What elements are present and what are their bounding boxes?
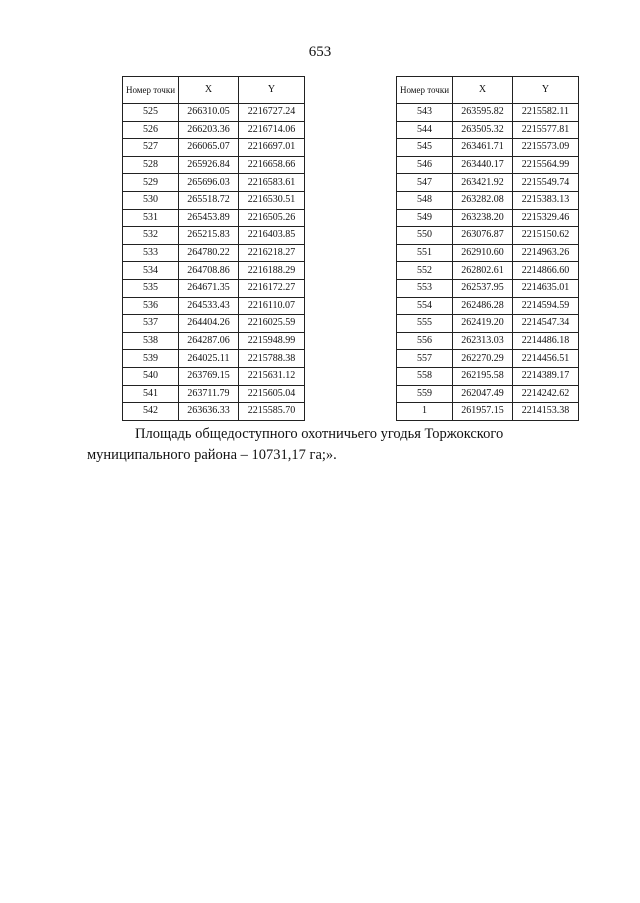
x-cell: 263421.92 — [453, 174, 513, 192]
x-cell: 262047.49 — [453, 385, 513, 403]
table-row — [123, 279, 305, 297]
table-row — [397, 315, 579, 333]
point-number-cell: 549 — [397, 209, 453, 227]
y-cell: 2216505.26 — [239, 209, 305, 227]
x-cell: 265696.03 — [179, 174, 239, 192]
x-cell: 263636.33 — [179, 403, 239, 421]
point-number-cell: 550 — [397, 227, 453, 245]
point-number-cell: 546 — [397, 156, 453, 174]
x-cell: 265926.84 — [179, 156, 239, 174]
table-row — [123, 209, 305, 227]
x-cell: 263282.08 — [453, 191, 513, 209]
x-cell: 263505.32 — [453, 121, 513, 139]
y-cell: 2215564.99 — [513, 156, 579, 174]
point-number-cell: 559 — [397, 385, 453, 403]
table-row — [397, 244, 579, 262]
header-x: X — [453, 77, 513, 104]
x-cell: 264287.06 — [179, 332, 239, 350]
point-number-cell: 526 — [123, 121, 179, 139]
table-row — [123, 121, 305, 139]
y-cell: 2214547.34 — [513, 315, 579, 333]
y-cell: 2214153.38 — [513, 403, 579, 421]
header-x: X — [179, 77, 239, 104]
table-row — [123, 191, 305, 209]
table-row — [397, 279, 579, 297]
table-row — [123, 104, 305, 122]
x-cell: 264025.11 — [179, 350, 239, 368]
x-cell: 264780.22 — [179, 244, 239, 262]
x-cell: 262313.03 — [453, 332, 513, 350]
table-row — [123, 139, 305, 157]
table-header-row — [397, 77, 579, 104]
point-number-cell: 540 — [123, 367, 179, 385]
y-cell: 2216530.51 — [239, 191, 305, 209]
table-row — [123, 332, 305, 350]
point-number-cell: 539 — [123, 350, 179, 368]
point-number-cell: 551 — [397, 244, 453, 262]
y-cell: 2214456.51 — [513, 350, 579, 368]
table-row — [123, 227, 305, 245]
point-number-cell: 537 — [123, 315, 179, 333]
y-cell: 2214866.60 — [513, 262, 579, 280]
page-number: 653 — [308, 44, 332, 60]
y-cell: 2215788.38 — [239, 350, 305, 368]
point-number-cell: 534 — [123, 262, 179, 280]
y-cell: 2215605.04 — [239, 385, 305, 403]
y-cell: 2215383.13 — [513, 191, 579, 209]
point-number-cell: 541 — [123, 385, 179, 403]
header-point-number — [397, 77, 453, 104]
table-row — [397, 139, 579, 157]
point-number-cell: 554 — [397, 297, 453, 315]
header-point-number-label: Номер точки — [399, 84, 450, 95]
table-row — [123, 174, 305, 192]
point-number-cell: 553 — [397, 279, 453, 297]
table-row — [397, 121, 579, 139]
point-number-cell: 552 — [397, 262, 453, 280]
table-row — [397, 385, 579, 403]
y-cell: 2216172.27 — [239, 279, 305, 297]
x-cell: 263461.71 — [453, 139, 513, 157]
point-number-cell: 525 — [123, 104, 179, 122]
x-cell: 263076.87 — [453, 227, 513, 245]
table-row — [123, 403, 305, 421]
table-row — [123, 367, 305, 385]
point-number-cell: 558 — [397, 367, 453, 385]
x-cell: 262195.58 — [453, 367, 513, 385]
y-cell: 2215631.12 — [239, 367, 305, 385]
table-row — [397, 350, 579, 368]
x-cell: 261957.15 — [453, 403, 513, 421]
y-cell: 2216658.66 — [239, 156, 305, 174]
table-row — [123, 297, 305, 315]
y-cell: 2216697.01 — [239, 139, 305, 157]
y-cell: 2216714.06 — [239, 121, 305, 139]
header-point-number-label: Номер точки — [125, 84, 176, 95]
table-row — [397, 209, 579, 227]
point-number-cell: 1 — [397, 403, 453, 421]
point-number-cell: 529 — [123, 174, 179, 192]
table-row — [397, 403, 579, 421]
x-cell: 266203.36 — [179, 121, 239, 139]
x-cell: 265518.72 — [179, 191, 239, 209]
header-point-number — [123, 77, 179, 104]
coordinates-table-right — [396, 76, 579, 421]
table-row — [397, 156, 579, 174]
point-number-cell: 528 — [123, 156, 179, 174]
point-number-cell: 535 — [123, 279, 179, 297]
x-cell: 266310.05 — [179, 104, 239, 122]
table-row — [397, 174, 579, 192]
x-cell: 263595.82 — [453, 104, 513, 122]
y-cell: 2214594.59 — [513, 297, 579, 315]
point-number-cell: 538 — [123, 332, 179, 350]
table-row — [397, 332, 579, 350]
y-cell: 2215549.74 — [513, 174, 579, 192]
x-cell: 263711.79 — [179, 385, 239, 403]
y-cell: 2216583.61 — [239, 174, 305, 192]
table-row — [123, 350, 305, 368]
header-y: Y — [239, 77, 305, 104]
point-number-cell: 532 — [123, 227, 179, 245]
table-body-right — [397, 104, 579, 421]
x-cell: 265453.89 — [179, 209, 239, 227]
x-cell: 264533.43 — [179, 297, 239, 315]
point-number-cell: 555 — [397, 315, 453, 333]
point-number-cell: 527 — [123, 139, 179, 157]
area-statement-line-1: Площадь общедоступного охотничьего угодья Торжокского — [135, 426, 504, 442]
table-row — [397, 297, 579, 315]
y-cell: 2215573.09 — [513, 139, 579, 157]
y-cell: 2215577.81 — [513, 121, 579, 139]
table-row — [397, 262, 579, 280]
y-cell: 2215585.70 — [239, 403, 305, 421]
x-cell: 264671.35 — [179, 279, 239, 297]
y-cell: 2214389.17 — [513, 367, 579, 385]
table-body-left — [123, 104, 305, 421]
point-number-cell: 547 — [397, 174, 453, 192]
y-cell: 2216025.59 — [239, 315, 305, 333]
point-number-cell: 556 — [397, 332, 453, 350]
x-cell: 262537.95 — [453, 279, 513, 297]
table-row — [123, 315, 305, 333]
area-statement — [87, 424, 557, 466]
point-number-cell: 531 — [123, 209, 179, 227]
y-cell: 2214963.26 — [513, 244, 579, 262]
x-cell: 264404.26 — [179, 315, 239, 333]
x-cell: 262270.29 — [453, 350, 513, 368]
header-y: Y — [513, 77, 579, 104]
y-cell: 2214486.18 — [513, 332, 579, 350]
point-number-cell: 533 — [123, 244, 179, 262]
x-cell: 263238.20 — [453, 209, 513, 227]
point-number-cell: 536 — [123, 297, 179, 315]
point-number-cell: 557 — [397, 350, 453, 368]
y-cell: 2215582.11 — [513, 104, 579, 122]
table-row — [123, 156, 305, 174]
table-row — [123, 244, 305, 262]
x-cell: 266065.07 — [179, 139, 239, 157]
point-number-cell: 530 — [123, 191, 179, 209]
table-row — [397, 191, 579, 209]
x-cell: 262486.28 — [453, 297, 513, 315]
y-cell: 2216218.27 — [239, 244, 305, 262]
y-cell: 2216110.07 — [239, 297, 305, 315]
y-cell: 2216727.24 — [239, 104, 305, 122]
x-cell: 263769.15 — [179, 367, 239, 385]
y-cell: 2214635.01 — [513, 279, 579, 297]
point-number-cell: 545 — [397, 139, 453, 157]
coordinates-table-left — [122, 76, 305, 421]
y-cell: 2215150.62 — [513, 227, 579, 245]
x-cell: 264708.86 — [179, 262, 239, 280]
y-cell: 2215948.99 — [239, 332, 305, 350]
y-cell: 2214242.62 — [513, 385, 579, 403]
point-number-cell: 548 — [397, 191, 453, 209]
table-row — [123, 262, 305, 280]
area-statement-line-2: муниципального района – 10731,17 га;». — [87, 447, 337, 463]
x-cell: 262419.20 — [453, 315, 513, 333]
point-number-cell: 544 — [397, 121, 453, 139]
y-cell: 2216403.85 — [239, 227, 305, 245]
table-row — [123, 385, 305, 403]
point-number-cell: 542 — [123, 403, 179, 421]
point-number-cell: 543 — [397, 104, 453, 122]
x-cell: 265215.83 — [179, 227, 239, 245]
x-cell: 263440.17 — [453, 156, 513, 174]
x-cell: 262910.60 — [453, 244, 513, 262]
x-cell: 262802.61 — [453, 262, 513, 280]
table-header-row — [123, 77, 305, 104]
y-cell: 2215329.46 — [513, 209, 579, 227]
table-row — [397, 227, 579, 245]
table-row — [397, 104, 579, 122]
y-cell: 2216188.29 — [239, 262, 305, 280]
table-row — [397, 367, 579, 385]
